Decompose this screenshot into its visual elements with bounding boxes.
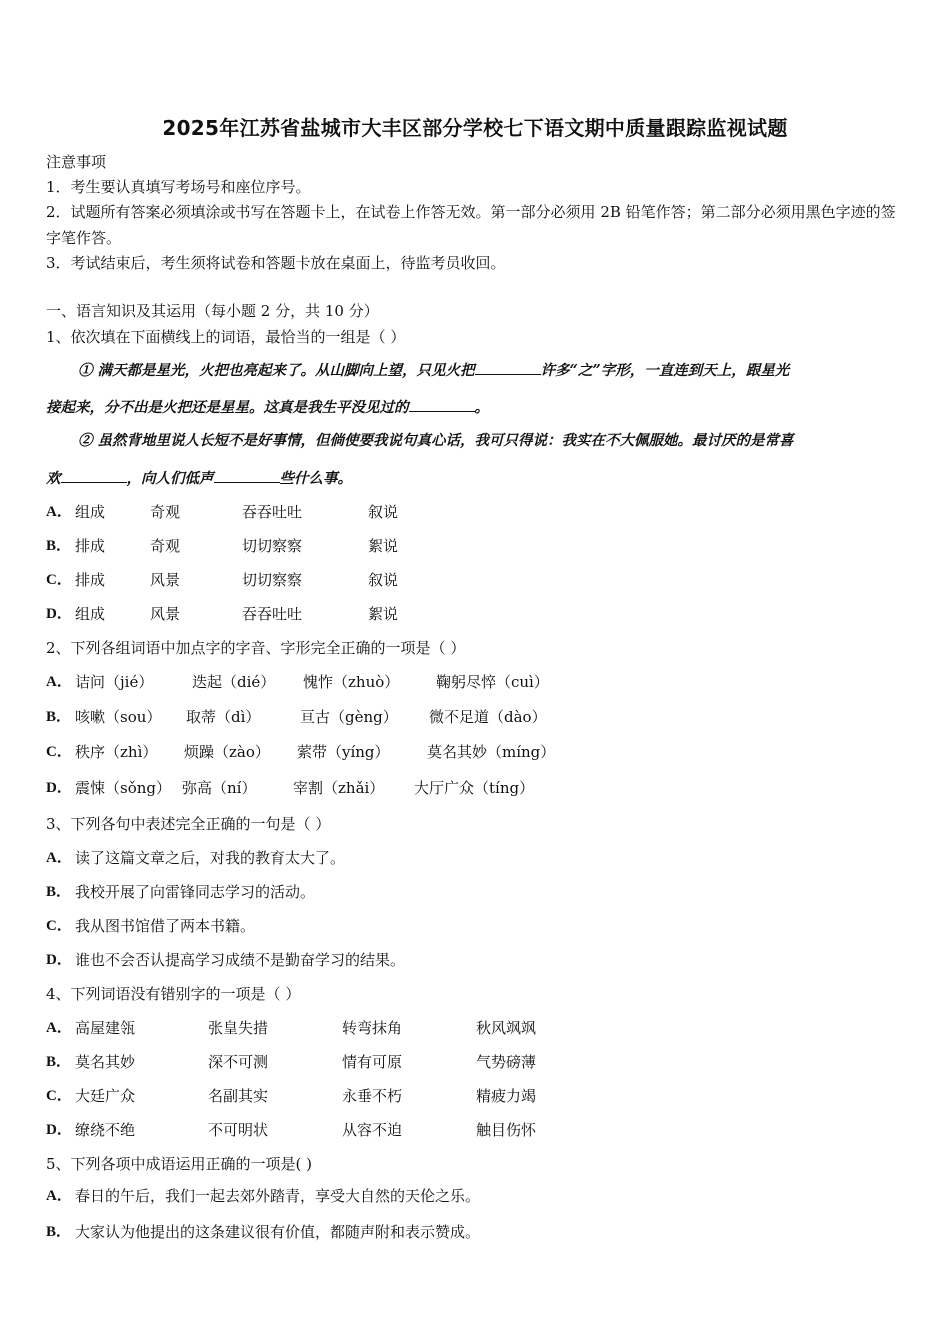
question-3-stem: 3、下列各句中表述完全正确的一句是（ ） [46,815,331,833]
answer-blank [61,468,127,483]
question-1-stem: 1、依次填在下面横线上的词语，最恰当的一组是（ ） [46,328,406,346]
passage-text: 接起来，分不出是火把还是星星。这真是我生平没见过的 [46,399,409,416]
passage-text: 。 [474,399,489,416]
exam-page: 2025年江苏省盐城市大丰区部分学校七下语文期中质量跟踪监视试题 注意事项 1．考生要认真填写考场号和座位序号。 2．试题所有答案必须填涂或书写在答题卡上，在试卷上作答无效。第一部分必须用 2B 铅笔作答；第二部分必须用黑色字迹的签字笔作答。 3．考试结束后，考生须将试卷和答题卡放在桌面上，待监考员收回。 一、语言知识及其运用（每小题 2 分，共 10 分） 1、依次填在下面横线上的词语，最恰当的一组是（ ） ① 满天都是星光，火把也亮起来了。从山脚向上望，只见火把 许多“之”字形，一直连到天上，跟星光 接起来，分不出是火把还是星星。这真是我生平没见过的 。 ② 虽然背地里说人长短不是好事情，但倘使要我说句真心话，我可只得说：我实在不大佩服她。最讨厌的是常喜 欢 ，向人们低声 些什么事。 A． 组成 奇观 吞吞吐吐 叙说 B． 排成 奇观 切切察察 絮说 C． 排成 风景 切切察察 叙说 D． 组成 风景 吞吞吐吐 絮说 2、下列各组词语中加点字的字音、字形完全正确的一项是（ ） A． 诘问（jié） 迭起（dié） 愧怍（zhuò） 鞠躬尽悴（cuì） B． 咳嗽（sou） 取蒂（dì） 亘古（gèng） 微不足道（dào） C． 秩序（zhì） 烦躁（zào） 萦带（yíng） 莫名其妙（míng） D． 震悚（sǒng） 弥高（ní） 宰割（zhǎi） 大厅广众（tíng） 3、下列各句中表述完全正确的一句是（ ） A． 读了这篇文章之后，对我的教育太大了。 B． 我校开展了向雷锋同志学习的活动。 C． 我从图书馆借了两本书籍。 D． 谁也不会否认提高学习成绩不是勤奋学习的结果。 4、下列词语没有错别字的一项是（ ） A． 高屋建瓴 张皇失措 转弯抹角 秋风飒飒 B． 莫名其妙 深不可测 情有可原 气势磅薄 C． 大廷广众 名副其实 永垂不朽 精疲力竭 D． 缭绕不绝 不可明状 从容不迫 触目伤怀 5、下列各项中成语运用正确的一项是( ) A． 春日的午后，我们一起去郊外踏青，享受大自然的天伦之乐。 B． 大家认为他提出的这条建议很有价值，都随声附和表示赞成。 [0,0,950,1344]
answer-blank [409,397,475,412]
question-2-stem: 2、下列各组词语中加点字的字音、字形完全正确的一项是（ ） [46,639,466,657]
question-4-stem: 4、下列词语没有错别字的一项是（ ） [46,985,301,1003]
passage-text: ② 虽然背地里说人长短不是好事情，但倘使要我说句真心话，我可只得说：我实在不大佩服她。最讨厌的是常喜 [78,432,794,449]
notice-item-1: 1．考生要认真填写考场号和座位序号。 [46,178,311,196]
question-1-passage-2-line-2 [46,468,352,489]
question-1-passage-1-line-1 [78,360,789,381]
passage-text: 欢 [46,470,61,487]
passage-text: ，向人们低声 [126,470,214,487]
passage-text: 许多“之”字形，一直连到天上，跟星光 [540,362,790,379]
page-title: 2025年江苏省盐城市大丰区部分学校七下语文期中质量跟踪监视试题 [162,116,788,140]
question-1-passage-2-line-1 [78,431,794,451]
question-5-stem: 5、下列各项中成语运用正确的一项是( ) [46,1155,313,1173]
notice-item-2: 2．试题所有答案必须填涂或书写在答题卡上，在试卷上作答无效。第一部分必须用 2B 铅笔作答；第二部分必须用黑色字迹的签字笔作答。 [46,203,896,247]
answer-blank [214,468,280,483]
notice-item-3: 3．考试结束后，考生须将试卷和答题卡放在桌面上，待监考员收回。 [46,254,506,272]
question-1-passage-1-line-2 [46,397,489,418]
section-heading: 一、语言知识及其运用（每小题 2 分，共 10 分） [46,302,379,320]
notice-heading: 注意事项 [46,153,107,171]
passage-text: ① 满天都是星光，火把也亮起来了。从山脚向上望，只见火把 [78,362,475,379]
passage-text: 些什么事。 [279,470,352,487]
answer-blank [475,360,541,375]
